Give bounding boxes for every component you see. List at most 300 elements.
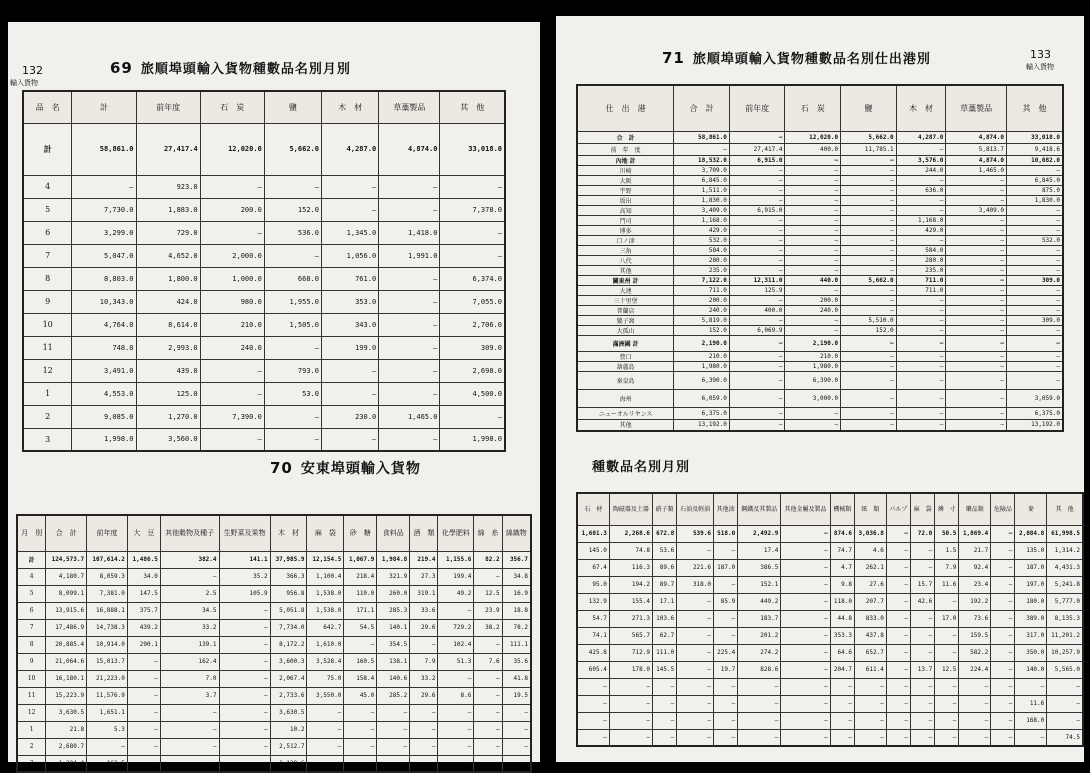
table-cell: —: [729, 265, 785, 275]
table-cell: 2,698.0: [440, 359, 505, 382]
table-cell: 230.0: [321, 405, 378, 428]
table-cell: —: [714, 610, 738, 627]
row-label: 前 年 度: [577, 143, 674, 155]
table-cell: 34.8: [502, 568, 531, 585]
table-cell: —: [200, 221, 264, 244]
table-cell: —: [219, 755, 270, 772]
table-cell: 8,099.1: [46, 585, 87, 602]
table-cell: 280.0: [896, 255, 946, 265]
table-cell: 2.5: [160, 585, 219, 602]
table-cell: 73.6: [959, 610, 991, 627]
table-cell: —: [841, 215, 897, 225]
table-cell: —: [410, 721, 438, 738]
row-label: 貔子窩: [577, 315, 674, 325]
table-cell: 95.0: [577, 576, 609, 593]
table-cell: 118.0: [830, 593, 854, 610]
table-row: [577, 525, 1083, 542]
table-cell: 160.5: [344, 653, 377, 670]
table-cell: —: [379, 267, 440, 290]
table-cell: —: [785, 325, 841, 335]
table-cell: —: [714, 627, 738, 644]
column-header: 生野菜及果物: [219, 515, 270, 551]
table-row: [577, 542, 1083, 559]
table-cell: —: [781, 729, 830, 746]
table-cell: 103.6: [652, 610, 676, 627]
page-number: 133: [1030, 48, 1051, 61]
table-cell: —: [841, 265, 897, 275]
table-cell: —: [677, 695, 714, 712]
table-cell: —: [935, 593, 959, 610]
column-header: 化學肥料: [438, 515, 474, 551]
table-cell: —: [1007, 351, 1063, 361]
table-cell: 171.1: [344, 602, 377, 619]
table-cell: —: [729, 371, 785, 389]
table-cell: 642.7: [307, 619, 344, 636]
table-row: [23, 123, 505, 175]
table-cell: —: [677, 542, 714, 559]
table-cell: —: [854, 678, 886, 695]
table-cell: 2,268.6: [609, 525, 652, 542]
table-cell: 350.0: [1015, 644, 1047, 661]
table-cell: 711.0: [896, 285, 946, 295]
table-cell: 1,067.9: [344, 551, 377, 568]
table-cell: 152.0: [841, 325, 897, 335]
row-label: 大連: [577, 285, 674, 295]
table-row: [23, 382, 505, 405]
table-cell: —: [160, 721, 219, 738]
table-cell: 1,465.0: [379, 405, 440, 428]
table-cell: —: [841, 165, 897, 175]
table-cell: 582.2: [959, 644, 991, 661]
table-cell: —: [677, 610, 714, 627]
table-cell: 6,845.0: [1007, 175, 1063, 185]
table-cell: 2,706.0: [440, 313, 505, 336]
row-label: 計: [23, 123, 72, 175]
table-71-number: 71: [662, 49, 685, 67]
table-70-title: [270, 458, 421, 478]
table-cell: —: [127, 721, 160, 738]
table-cell: 309.0: [1007, 275, 1063, 285]
table-71: [576, 84, 1064, 432]
table-cell: —: [714, 678, 738, 695]
table-cell: 19.7: [714, 661, 738, 678]
table-cell: —: [935, 695, 959, 712]
row-label: 三角: [577, 245, 674, 255]
table-cell: —: [410, 704, 438, 721]
table-cell: 74.7: [830, 542, 854, 559]
table-cell: —: [896, 325, 946, 335]
table-cell: 16.9: [502, 585, 531, 602]
table-cell: 7,734.0: [270, 619, 307, 636]
table-row: [577, 265, 1063, 275]
table-69-title-text: 旅順埠頭輸入貨物種數品名別月別: [140, 62, 351, 77]
table-cell: —: [1007, 255, 1063, 265]
table-cell: —: [738, 678, 781, 695]
column-header: 月 別: [17, 515, 46, 551]
table-cell: 116.3: [609, 559, 652, 576]
table-cell: —: [781, 593, 830, 610]
table-cell: —: [946, 389, 1007, 407]
table-cell: —: [785, 419, 841, 431]
table-row: [17, 738, 531, 755]
table-cell: —: [886, 559, 910, 576]
table-cell: 35.2: [219, 568, 270, 585]
column-header: 石 材: [577, 493, 609, 525]
table-cell: —: [729, 195, 785, 205]
table-row: [577, 195, 1063, 205]
table-cell: —: [321, 382, 378, 405]
table-cell: —: [219, 721, 270, 738]
table-cell: —: [781, 695, 830, 712]
table-cell: 8,059.3: [87, 568, 128, 585]
column-header: 合 計: [46, 515, 87, 551]
table-cell: —: [896, 407, 946, 419]
table-cell: —: [438, 738, 474, 755]
table-cell: 199.0: [321, 336, 378, 359]
table-cell: —: [379, 198, 440, 221]
table-cell: —: [830, 712, 854, 729]
table-row: [577, 131, 1063, 143]
table-cell: 1,505.0: [264, 313, 321, 336]
table-cell: 3,409.0: [946, 205, 1007, 215]
table-row: [17, 704, 531, 721]
table-cell: —: [440, 244, 505, 267]
column-header: 酒 類: [410, 515, 438, 551]
table-cell: 353.0: [321, 290, 378, 313]
table-cell: 3,059.0: [1007, 389, 1063, 407]
table-cell: —: [1007, 215, 1063, 225]
table-cell: 440.0: [785, 275, 841, 285]
table-cell: 4.7: [830, 559, 854, 576]
table-cell: —: [991, 678, 1015, 695]
row-label: 口ノ津: [577, 235, 674, 245]
table-cell: —: [729, 225, 785, 235]
table-cell: 158.4: [344, 670, 377, 687]
table-cell: 1,538.0: [307, 585, 344, 602]
table-cell: 6,390.0: [785, 371, 841, 389]
table-cell: —: [577, 729, 609, 746]
table-cell: 6,374.0: [440, 267, 505, 290]
table-cell: —: [946, 195, 1007, 205]
column-header: 危險品: [991, 493, 1015, 525]
table-cell: 7,390.0: [200, 405, 264, 428]
table-cell: —: [379, 359, 440, 382]
table-cell: 290.1: [127, 636, 160, 653]
table-cell: —: [911, 729, 935, 746]
table-cell: —: [959, 729, 991, 746]
table-cell: 12,020.0: [785, 131, 841, 143]
table-cell: —: [935, 644, 959, 661]
table-cell: —: [946, 335, 1007, 351]
table-cell: 3.7: [160, 687, 219, 704]
table-cell: 761.0: [321, 267, 378, 290]
table-row: [17, 551, 531, 568]
table-cell: 7,055.0: [440, 290, 505, 313]
row-label: 合 計: [577, 131, 674, 143]
table-cell: 210.0: [200, 313, 264, 336]
table-cell: —: [911, 559, 935, 576]
table-cell: —: [785, 215, 841, 225]
page-label: 輸入貨物: [10, 79, 38, 87]
table-cell: 5,662.0: [264, 123, 321, 175]
table-cell: —: [841, 335, 897, 351]
table-cell: —: [474, 755, 502, 772]
table-cell: 2,084.8: [1015, 525, 1047, 542]
table-cell: 1,418.0: [379, 221, 440, 244]
table-cell: 10,082.0: [1007, 155, 1063, 165]
table-cell: 449.2: [738, 593, 781, 610]
table-cell: 1,998.0: [440, 428, 505, 451]
table-cell: 1,155.6: [438, 551, 474, 568]
table-cell: 8,135.3: [1047, 610, 1083, 627]
table-cell: —: [935, 627, 959, 644]
table-row: [577, 185, 1063, 195]
table-row: [23, 313, 505, 336]
table-cell: —: [321, 198, 378, 221]
table-cell: 1.5: [935, 542, 959, 559]
table-cell: 6,845.0: [674, 175, 730, 185]
table-cell: 152.0: [674, 325, 730, 335]
table-cell: 18.8: [502, 602, 531, 619]
table-cell: —: [729, 335, 785, 351]
row-label: 其他: [577, 419, 674, 431]
table-cell: 33.2: [160, 619, 219, 636]
table-cell: 221.6: [677, 559, 714, 576]
table-cell: 2,993.0: [136, 336, 200, 359]
table-cell: —: [160, 568, 219, 585]
table-cell: 178.0: [609, 661, 652, 678]
table-cell: —: [307, 721, 344, 738]
table-row: [17, 602, 531, 619]
table-cell: 54.7: [577, 610, 609, 627]
table-cell: 1,204.4: [46, 755, 87, 772]
table-cell: —: [935, 712, 959, 729]
table-cell: —: [959, 695, 991, 712]
table-cell: 33.6: [410, 602, 438, 619]
table-cell: 13.7: [911, 661, 935, 678]
table-cell: 27.3: [410, 568, 438, 585]
table-cell: 8,172.2: [270, 636, 307, 653]
table-cell: —: [474, 687, 502, 704]
table-cell: —: [946, 265, 1007, 275]
table-cell: 13,915.6: [46, 602, 87, 619]
table-cell: —: [379, 428, 440, 451]
table-cell: —: [911, 542, 935, 559]
table-row: [577, 325, 1063, 335]
table-cell: 309.0: [440, 336, 505, 359]
table-cell: —: [886, 576, 910, 593]
table-cell: 354.5: [377, 636, 410, 653]
table-cell: 7,730.0: [72, 198, 136, 221]
table-cell: —: [714, 729, 738, 746]
table-cell: —: [410, 738, 438, 755]
table-cell: —: [344, 755, 377, 772]
table-cell: —: [935, 729, 959, 746]
table-cell: —: [474, 738, 502, 755]
table-cell: —: [785, 175, 841, 185]
column-header: 木 材: [270, 515, 307, 551]
table-cell: 5,662.0: [841, 131, 897, 143]
column-header: 仕 出 港: [577, 85, 674, 131]
table-cell: —: [502, 721, 531, 738]
table-cell: —: [321, 428, 378, 451]
table-cell: —: [946, 351, 1007, 361]
table-cell: —: [264, 336, 321, 359]
table-cell: —: [959, 712, 991, 729]
table-row: [23, 405, 505, 428]
table-cell: —: [344, 636, 377, 653]
table-cell: —: [729, 295, 785, 305]
table-cell: 244.0: [896, 165, 946, 175]
table-cell: —: [127, 738, 160, 755]
table-row: [23, 290, 505, 313]
table-cell: 38.2: [474, 619, 502, 636]
table-cell: —: [991, 712, 1015, 729]
table-cell: 4,180.7: [46, 568, 87, 585]
table-cell: 1,830.0: [1007, 195, 1063, 205]
table-row: [23, 267, 505, 290]
table-cell: 584.0: [674, 245, 730, 255]
table-69-title: [110, 58, 351, 77]
table-cell: 285.3: [377, 602, 410, 619]
table-cell: 2,190.0: [674, 335, 730, 351]
row-label: 2: [23, 405, 72, 428]
table-cell: 235.0: [674, 265, 730, 275]
table-cell: 10,257.9: [1047, 644, 1083, 661]
table-row: [577, 729, 1083, 746]
table-cell: —: [729, 245, 785, 255]
table-cell: 67.4: [577, 559, 609, 576]
table-cell: —: [609, 695, 652, 712]
table-cell: 21.7: [959, 542, 991, 559]
table-cell: —: [160, 738, 219, 755]
table-cell: 23.9: [474, 602, 502, 619]
table-cell: —: [854, 729, 886, 746]
row-label: 1: [23, 382, 72, 405]
row-label: 其他: [577, 265, 674, 275]
table-cell: —: [946, 315, 1007, 325]
table-row: [577, 235, 1063, 245]
table-cell: —: [1007, 325, 1063, 335]
table-cell: 145.5: [652, 661, 676, 678]
table-cell: —: [991, 525, 1015, 542]
table-row: [577, 165, 1063, 175]
table-cell: —: [219, 687, 270, 704]
table-cell: —: [1047, 678, 1083, 695]
table-cell: —: [781, 627, 830, 644]
table-cell: —: [841, 235, 897, 245]
table-cell: 21,223.0: [87, 670, 128, 687]
row-label: 6: [23, 221, 72, 244]
column-header: 其他油: [714, 493, 738, 525]
table-cell: —: [841, 371, 897, 389]
table-cell: 27.6: [854, 576, 886, 593]
table-cell: —: [321, 175, 378, 198]
table-cell: —: [729, 407, 785, 419]
row-label: 7: [23, 244, 72, 267]
table-cell: 5,565.0: [1047, 661, 1083, 678]
table-cell: 12.5: [474, 585, 502, 602]
table-cell: —: [377, 738, 410, 755]
table-cell: —: [377, 755, 410, 772]
table-cell: 271.3: [609, 610, 652, 627]
table-cell: —: [1007, 205, 1063, 215]
table-cell: —: [438, 721, 474, 738]
table-cell: 240.0: [674, 305, 730, 315]
row-label: 9: [23, 290, 72, 313]
table-cell: 12,020.0: [200, 123, 264, 175]
table-cell: 12.5: [935, 661, 959, 678]
column-header: 大 豆: [127, 515, 160, 551]
table-cell: —: [714, 712, 738, 729]
table-cell: 159.5: [959, 627, 991, 644]
table-cell: —: [946, 215, 1007, 225]
table-cell: —: [677, 712, 714, 729]
table-cell: —: [841, 407, 897, 419]
column-header: 綿 糸: [474, 515, 502, 551]
table-cell: 6,375.0: [674, 407, 730, 419]
table-cell: 6,059.0: [674, 389, 730, 407]
table-cell: —: [677, 627, 714, 644]
column-header: 機械類: [830, 493, 854, 525]
column-header: 草藁製品: [946, 85, 1007, 131]
table-cell: 27,417.4: [729, 143, 785, 155]
table-cell: 400.0: [785, 143, 841, 155]
table-cell: 187.0: [1015, 559, 1047, 576]
table-cell: 875.0: [1007, 185, 1063, 195]
table-cell: —: [200, 428, 264, 451]
table-cell: 9,085.0: [72, 405, 136, 428]
header-row: [577, 493, 1083, 525]
table-cell: —: [1007, 165, 1063, 175]
table-cell: 636.0: [896, 185, 946, 195]
table-cell: —: [896, 305, 946, 315]
table-cell: 5,047.0: [72, 244, 136, 267]
table-cell: 1,511.0: [674, 185, 730, 195]
row-label: ニューオルリヤンス: [577, 407, 674, 419]
table-cell: —: [886, 593, 910, 610]
table-cell: 1,800.0: [136, 267, 200, 290]
table-cell: —: [160, 704, 219, 721]
table-cell: 200.0: [200, 198, 264, 221]
table-cell: 1,345.0: [321, 221, 378, 244]
table-cell: —: [886, 525, 910, 542]
column-header: 石油及輕油: [677, 493, 714, 525]
table-cell: 386.5: [738, 559, 781, 576]
table-cell: 110.0: [344, 585, 377, 602]
table-cell: —: [1015, 729, 1047, 746]
table-cell: —: [738, 712, 781, 729]
table-cell: 204.7: [830, 661, 854, 678]
table-cell: 51.3: [438, 653, 474, 670]
table-cell: 1,883.0: [136, 198, 200, 221]
table-cell: 19.5: [502, 687, 531, 704]
table-row: [577, 371, 1063, 389]
table-cell: —: [781, 576, 830, 593]
row-label: 門司: [577, 215, 674, 225]
table-70-continued: [576, 492, 1084, 747]
table-cell: 611.4: [854, 661, 886, 678]
table-cell: —: [729, 131, 785, 143]
table-cell: 4,431.3: [1047, 559, 1083, 576]
table-cell: 53.0: [264, 382, 321, 405]
row-label: 滿洲國 計: [577, 335, 674, 351]
table-cell: 44.8: [830, 610, 854, 627]
table-cell: —: [1007, 225, 1063, 235]
table-row: [577, 143, 1063, 155]
table-cell: —: [946, 245, 1007, 255]
table-cell: 7,381.0: [87, 585, 128, 602]
